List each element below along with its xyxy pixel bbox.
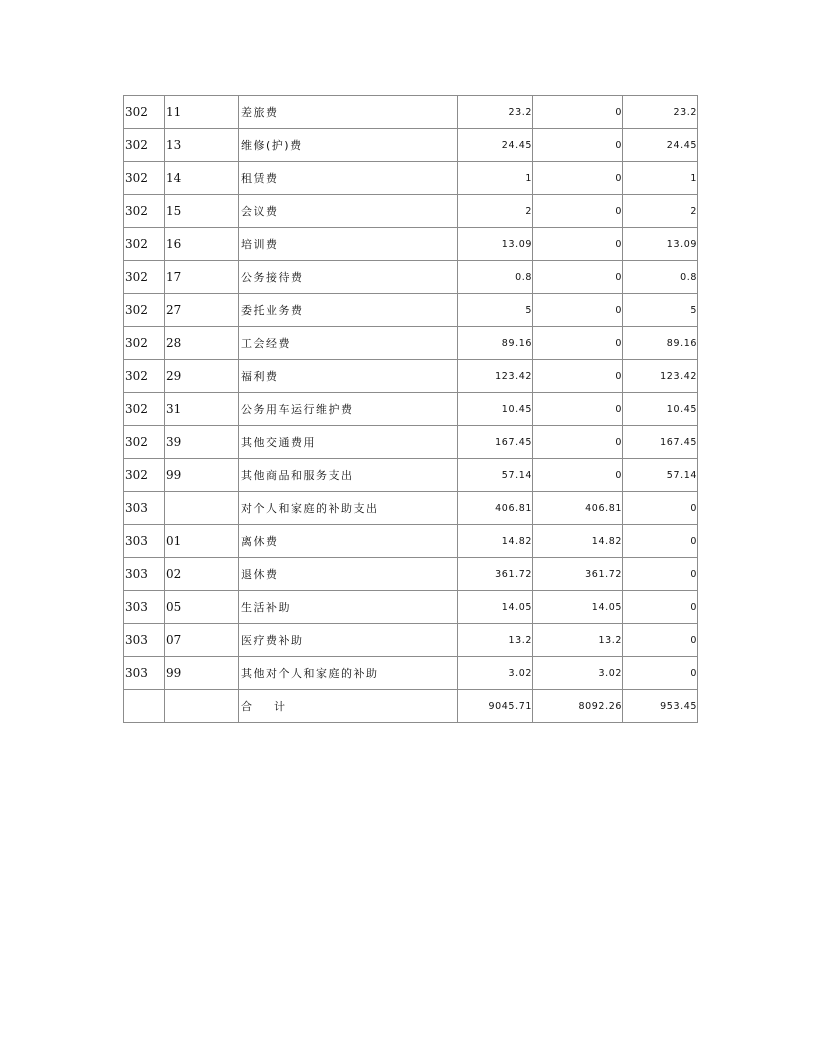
item-name-cell: 差旅费	[239, 96, 458, 129]
total-amount-cell: 406.81	[458, 492, 533, 525]
class-code-cell: 303	[124, 591, 165, 624]
basic-expenditure-cell: 406.81	[533, 492, 623, 525]
total-amount-cell: 361.72	[458, 558, 533, 591]
class-code-cell: 302	[124, 393, 165, 426]
project-expenditure-cell: 5	[623, 294, 698, 327]
grand-basic-total: 8092.26	[533, 690, 623, 723]
item-name-cell: 工会经费	[239, 327, 458, 360]
basic-expenditure-cell: 0	[533, 459, 623, 492]
class-code-cell: 302	[124, 261, 165, 294]
item-code-cell: 02	[165, 558, 239, 591]
table-row	[124, 162, 698, 195]
item-name-cell: 公务接待费	[239, 261, 458, 294]
class-code-cell: 302	[124, 459, 165, 492]
project-expenditure-cell: 0	[623, 492, 698, 525]
table-row	[124, 459, 698, 492]
total-amount-cell: 1	[458, 162, 533, 195]
total-amount-cell: 10.45	[458, 393, 533, 426]
table-row	[124, 261, 698, 294]
total-amount-cell: 57.14	[458, 459, 533, 492]
class-code-cell: 302	[124, 327, 165, 360]
grand-project-total: 953.45	[623, 690, 698, 723]
project-expenditure-cell: 1	[623, 162, 698, 195]
class-code-cell: 302	[124, 129, 165, 162]
item-name-cell: 租赁费	[239, 162, 458, 195]
project-expenditure-cell: 0.8	[623, 261, 698, 294]
item-name-cell: 医疗费补助	[239, 624, 458, 657]
class-code-cell: 302	[124, 96, 165, 129]
project-expenditure-cell: 167.45	[623, 426, 698, 459]
class-code-cell: 302	[124, 228, 165, 261]
item-code-cell: 05	[165, 591, 239, 624]
table-row	[124, 195, 698, 228]
item-code-cell: 27	[165, 294, 239, 327]
item-name-cell: 福利费	[239, 360, 458, 393]
total-amount-cell: 123.42	[458, 360, 533, 393]
project-expenditure-cell: 0	[623, 657, 698, 690]
total-amount-cell: 3.02	[458, 657, 533, 690]
table-row	[124, 129, 698, 162]
class-code-cell: 302	[124, 195, 165, 228]
item-name-cell: 生活补助	[239, 591, 458, 624]
class-code-cell: 303	[124, 558, 165, 591]
table-row	[124, 525, 698, 558]
class-code-cell: 302	[124, 294, 165, 327]
class-code-cell: 303	[124, 657, 165, 690]
basic-expenditure-cell: 0	[533, 96, 623, 129]
project-expenditure-cell: 123.42	[623, 360, 698, 393]
project-expenditure-cell: 13.09	[623, 228, 698, 261]
item-name-cell: 其他商品和服务支出	[239, 459, 458, 492]
basic-expenditure-cell: 13.2	[533, 624, 623, 657]
total-amount-cell: 89.16	[458, 327, 533, 360]
total-amount-cell: 13.2	[458, 624, 533, 657]
basic-expenditure-cell: 0	[533, 261, 623, 294]
project-expenditure-cell: 23.2	[623, 96, 698, 129]
basic-expenditure-cell: 0	[533, 294, 623, 327]
project-expenditure-cell: 0	[623, 558, 698, 591]
basic-expenditure-cell: 0	[533, 327, 623, 360]
project-expenditure-cell: 10.45	[623, 393, 698, 426]
total-item-cell	[165, 690, 239, 723]
class-code-cell: 303	[124, 624, 165, 657]
item-name-cell: 对个人和家庭的补助支出	[239, 492, 458, 525]
item-name-cell: 其他交通费用	[239, 426, 458, 459]
total-amount-cell: 24.45	[458, 129, 533, 162]
project-expenditure-cell: 0	[623, 624, 698, 657]
item-name-cell: 公务用车运行维护费	[239, 393, 458, 426]
item-name-cell: 委托业务费	[239, 294, 458, 327]
item-code-cell: 15	[165, 195, 239, 228]
table-row	[124, 393, 698, 426]
item-code-cell	[165, 492, 239, 525]
item-code-cell: 14	[165, 162, 239, 195]
item-code-cell: 01	[165, 525, 239, 558]
item-code-cell: 17	[165, 261, 239, 294]
table-row	[124, 327, 698, 360]
table-row	[124, 657, 698, 690]
project-expenditure-cell: 24.45	[623, 129, 698, 162]
item-name-cell: 维修(护)费	[239, 129, 458, 162]
item-code-cell: 11	[165, 96, 239, 129]
project-expenditure-cell: 89.16	[623, 327, 698, 360]
project-expenditure-cell: 0	[623, 525, 698, 558]
total-class-cell	[124, 690, 165, 723]
item-code-cell: 28	[165, 327, 239, 360]
item-code-cell: 07	[165, 624, 239, 657]
project-expenditure-cell: 2	[623, 195, 698, 228]
item-name-cell: 培训费	[239, 228, 458, 261]
table-row	[124, 558, 698, 591]
grand-total: 9045.71	[458, 690, 533, 723]
total-amount-cell: 13.09	[458, 228, 533, 261]
total-amount-cell: 167.45	[458, 426, 533, 459]
table-row	[124, 360, 698, 393]
basic-expenditure-cell: 0	[533, 393, 623, 426]
table-row	[124, 228, 698, 261]
total-amount-cell: 5	[458, 294, 533, 327]
item-name-cell: 离休费	[239, 525, 458, 558]
class-code-cell: 303	[124, 525, 165, 558]
total-label: 合 计	[239, 690, 458, 723]
basic-expenditure-cell: 0	[533, 426, 623, 459]
basic-expenditure-cell: 0	[533, 129, 623, 162]
project-expenditure-cell: 57.14	[623, 459, 698, 492]
basic-expenditure-cell: 3.02	[533, 657, 623, 690]
item-code-cell: 29	[165, 360, 239, 393]
basic-expenditure-cell: 0	[533, 195, 623, 228]
table-row	[124, 294, 698, 327]
item-name-cell: 退休费	[239, 558, 458, 591]
class-code-cell: 303	[124, 492, 165, 525]
basic-expenditure-cell: 14.05	[533, 591, 623, 624]
class-code-cell: 302	[124, 360, 165, 393]
total-amount-cell: 14.82	[458, 525, 533, 558]
project-expenditure-cell: 0	[623, 591, 698, 624]
table-row	[124, 492, 698, 525]
basic-expenditure-cell: 0	[533, 228, 623, 261]
item-code-cell: 16	[165, 228, 239, 261]
total-amount-cell: 23.2	[458, 96, 533, 129]
total-amount-cell: 14.05	[458, 591, 533, 624]
item-code-cell: 31	[165, 393, 239, 426]
item-name-cell: 会议费	[239, 195, 458, 228]
table-row	[124, 624, 698, 657]
item-name-cell: 其他对个人和家庭的补助	[239, 657, 458, 690]
table-row	[124, 96, 698, 129]
item-code-cell: 99	[165, 657, 239, 690]
table-footer	[124, 690, 698, 723]
table-row	[124, 591, 698, 624]
item-code-cell: 99	[165, 459, 239, 492]
class-code-cell: 302	[124, 426, 165, 459]
class-code-cell: 302	[124, 162, 165, 195]
total-amount-cell: 0.8	[458, 261, 533, 294]
basic-expenditure-cell: 0	[533, 162, 623, 195]
item-code-cell: 39	[165, 426, 239, 459]
table-row	[124, 426, 698, 459]
basic-expenditure-cell: 0	[533, 360, 623, 393]
table-body	[124, 96, 698, 690]
expenditure-table	[123, 95, 698, 723]
total-row	[124, 690, 698, 723]
item-code-cell: 13	[165, 129, 239, 162]
basic-expenditure-cell: 14.82	[533, 525, 623, 558]
total-amount-cell: 2	[458, 195, 533, 228]
basic-expenditure-cell: 361.72	[533, 558, 623, 591]
